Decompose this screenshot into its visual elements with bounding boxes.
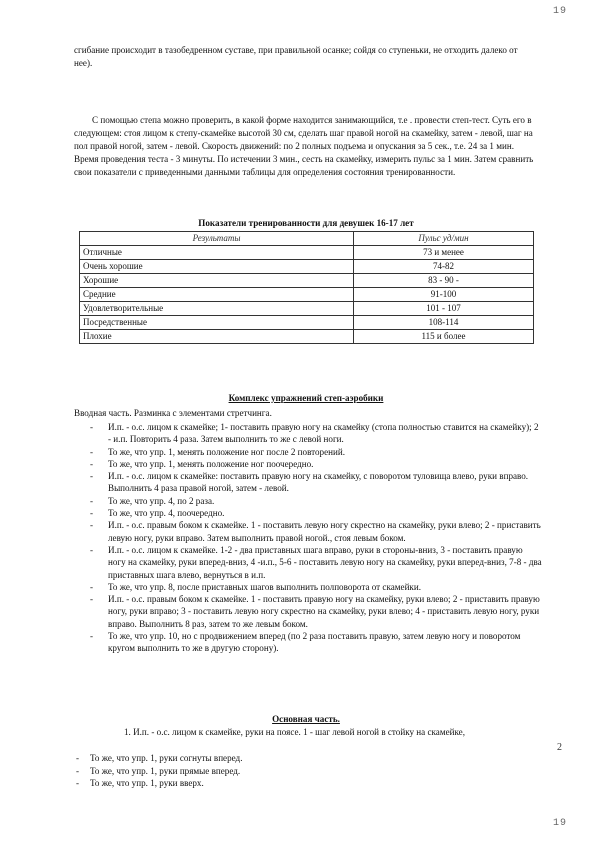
exercise-text: То же, что упр. 4, по 2 раза. [108, 495, 215, 506]
header-results: Результаты [80, 232, 354, 246]
pulse-cell: 73 и менее [353, 246, 533, 260]
table-row [80, 316, 534, 330]
table-row [80, 260, 534, 274]
page-number-top: 19 [552, 6, 567, 17]
main-part-title: Основная часть. [272, 714, 340, 724]
result-cell: Отличные [80, 246, 354, 260]
exercise-text: То же, что упр. 4, поочередно. [108, 508, 225, 519]
list-item: - То же, что упр. 1, руки вверх. [76, 778, 204, 789]
exercise-text: То же, что упр. 8, после приставных шагов выполнить полповорота от скамейки. [108, 581, 421, 592]
exercise-text: То же, что упр. 1, руки прямые вперед. [90, 765, 241, 776]
exercise-text: То же, что упр. 1, руки согнуты вперед. [90, 753, 243, 763]
list-item: - То же, что упр. 1, руки согнуты вперед. [76, 753, 243, 763]
exercise-text: То же, что упр. 1, руки вверх. [90, 778, 204, 789]
list-item: - И.п. - о.с. лицом к скамейке; 1- поставить правую ногу на скамейку (стопа полностью ставится на скамейку); 2 - и.п. Повторить 4 раза. Затем выполнить то же с левой ноги. [90, 422, 539, 445]
exercise-text: И.п. - о.с. лицом к скамейке. 1-2 - два приставных шага вправо, руки в стороны-вниз, 3 - поставить правую ногу на скамейку, руки вперед-вниз, 4 -и.п., 5-6 - поставить левую ногу на скамейку, руки вперед-вниз, 7-8 - два приставных шага влево, вернуться в и.п. [108, 544, 542, 580]
pulse-cell: 101 - 107 [353, 302, 533, 316]
list-item: - То же, что упр. 10, но с продвижением вперед (по 2 раза поставить правую, затем левую ногу и поворотом кругом выполнить то же в другую сторону). [90, 631, 521, 654]
header-pulse: Пульс уд/мин [353, 232, 533, 246]
exercise-text: И.п. - о.с. правым боком к скамейке. 1 - поставить левую ногу скрестно на скамейку, руки влево; 2 - приставить левую ногу, руки вправо. Затем выполнить правой ногой., стоя левым боком. [108, 520, 541, 543]
pulse-cell: 91-100 [353, 288, 533, 302]
table-row [80, 288, 534, 302]
list-item: - То же, что упр. 8, после приставных шагов выполнить полповорота от скамейки. [90, 581, 421, 592]
step-test-paragraph: С помощью степа можно проверить, в какой форме находится занимающийся, т.е . провести степ-тест. Суть его в следующем: стоя лицом к степу-скамейке высотой 30 см, сделать шаг правой ногой на скамейку, затем - левой, шаг на пол правой ногой, затем - левой. Скорость движений: по 2 полных подъема и опускания за 5 сек., т.е. 24 за 1 мин. Время проведения теста - 3 минуты. По истечении 3 мин., сесть на скамейку, измерить пульс за 1 мин. Затем сравнить свои показатели с приведенными данными таблицы для определения состояния тренированности. [74, 115, 534, 177]
pulse-cell: 108-114 [353, 316, 533, 330]
result-cell: Средние [80, 288, 354, 302]
result-cell: Плохие [80, 330, 354, 344]
list-item: - То же, что упр. 1, руки прямые вперед. [76, 765, 241, 776]
table-row [80, 302, 534, 316]
page-number-bottom: 19 [552, 818, 567, 829]
pulse-cell: 83 - 90 - [353, 274, 533, 288]
exercise-text: И.п. - о.с. лицом к скамейке: поставить правую ногу на скамейку, с поворотом туловища влево, руки вправо. Выполнить 4 раза правой ногой, затем - левой. [108, 471, 529, 494]
list-item: - То же, что упр. 4, поочередно. [90, 508, 225, 519]
table-header-row [80, 232, 534, 246]
list-item: - То же, что упр. 1, менять положение ног после 2 повторений. [90, 446, 346, 457]
exercise-text: То же, что упр. 1, менять положение ног после 2 повторений. [108, 446, 346, 457]
table-row [80, 274, 534, 288]
complex-title: Комплекс упражнений степ-аэробики [228, 393, 384, 403]
table-row [80, 330, 534, 344]
result-cell: Очень хорошие [80, 260, 354, 274]
pulse-cell: 115 и более [353, 330, 533, 344]
main-part-first-line: 1. И.п. - о.с. лицом к скамейке, руки на поясе. 1 - шаг левой ногой в стойку на скамейке, [124, 727, 465, 737]
list-item: - То же, что упр. 1, менять положение ног поочередно. [90, 458, 314, 469]
pulse-cell: 74-82 [353, 260, 533, 274]
main-exercise-list [76, 752, 542, 790]
exercise-text: То же, что упр. 10, но с продвижением вперед (по 2 раза поставить правую, затем левую ногу и поворотом кругом выполнить то же в другую сторону). [108, 631, 521, 654]
result-cell: Посредственные [80, 316, 354, 330]
exercise-list [76, 421, 542, 655]
result-cell: Хорошие [80, 274, 354, 288]
list-item: - И.п. - о.с. правым боком к скамейке. 1 - поставить левую ногу скрестно на скамейку, руки влево; 2 - приставить левую ногу, руки вправо. Затем выполнить правой ногой., стоя левым боком. [90, 520, 541, 543]
list-item: - И.п. - о.с. лицом к скамейке. 1-2 - два приставных шага вправо, руки в стороны-вниз, 3 - поставить правую ногу на скамейку, руки вперед-вниз, 4 -и.п., 5-6 - поставить левую ногу на скамейку, руки вперед-вниз, 7-8 - два приставных шага влево, вернуться в и.п. [90, 544, 542, 580]
exercise-text: То же, что упр. 1, менять положение ног поочередно. [108, 458, 314, 469]
exercise-text: И.п. - о.с. лицом к скамейке; 1- поставить правую ногу на скамейку (стопа полностью ставится на скамейку); 2 - и.п. Повторить 4 раза. Затем выполнить то же с левой ноги. [108, 422, 539, 445]
exercise-text: И.п. - о.с. правым боком к скамейке. 1 - поставить правую ногу на скамейку, руки влево; 2 - приставить правую ногу, руки вправо; 3 - поставить левую ногу скрестно на скамейку, руки влево; 4 - приставить левую ногу, руки вправо. Выполнить 8 раз, затем то же левым боком. [108, 594, 540, 629]
result-cell: Удовлетворительные [80, 302, 354, 316]
list-item: - И.п. - о.с. лицом к скамейке: поставить правую ногу на скамейку, с поворотом туловища влево, руки вправо. Выполнить 4 раза правой ногой, затем - левой. [90, 471, 529, 494]
list-item: - И.п. - о.с. правым боком к скамейке. 1 - поставить правую ногу на скамейку, руки влево; 2 - приставить правую ногу, руки вправо; 3 - поставить левую ногу скрестно на скамейку, руки влево; 4 - приставить левую ногу, руки вправо. Выполнить 8 раз, затем то же левым боком. [90, 594, 540, 629]
table-row [80, 246, 534, 260]
fitness-table [79, 231, 534, 344]
table-caption: Показатели тренированности для девушек 16-17 лет [198, 218, 414, 228]
intro-part-heading: Вводная часть. Разминка с элементами стретчинга. [74, 408, 272, 418]
list-item: - То же, что упр. 4, по 2 раза. [90, 495, 215, 506]
page-number-middle: 2 [557, 742, 563, 753]
intro-text: сгибание происходит в тазобедренном суставе, при правильной осанке; сойдя со ступеньки, не отходить далеко от нее). [74, 45, 518, 68]
